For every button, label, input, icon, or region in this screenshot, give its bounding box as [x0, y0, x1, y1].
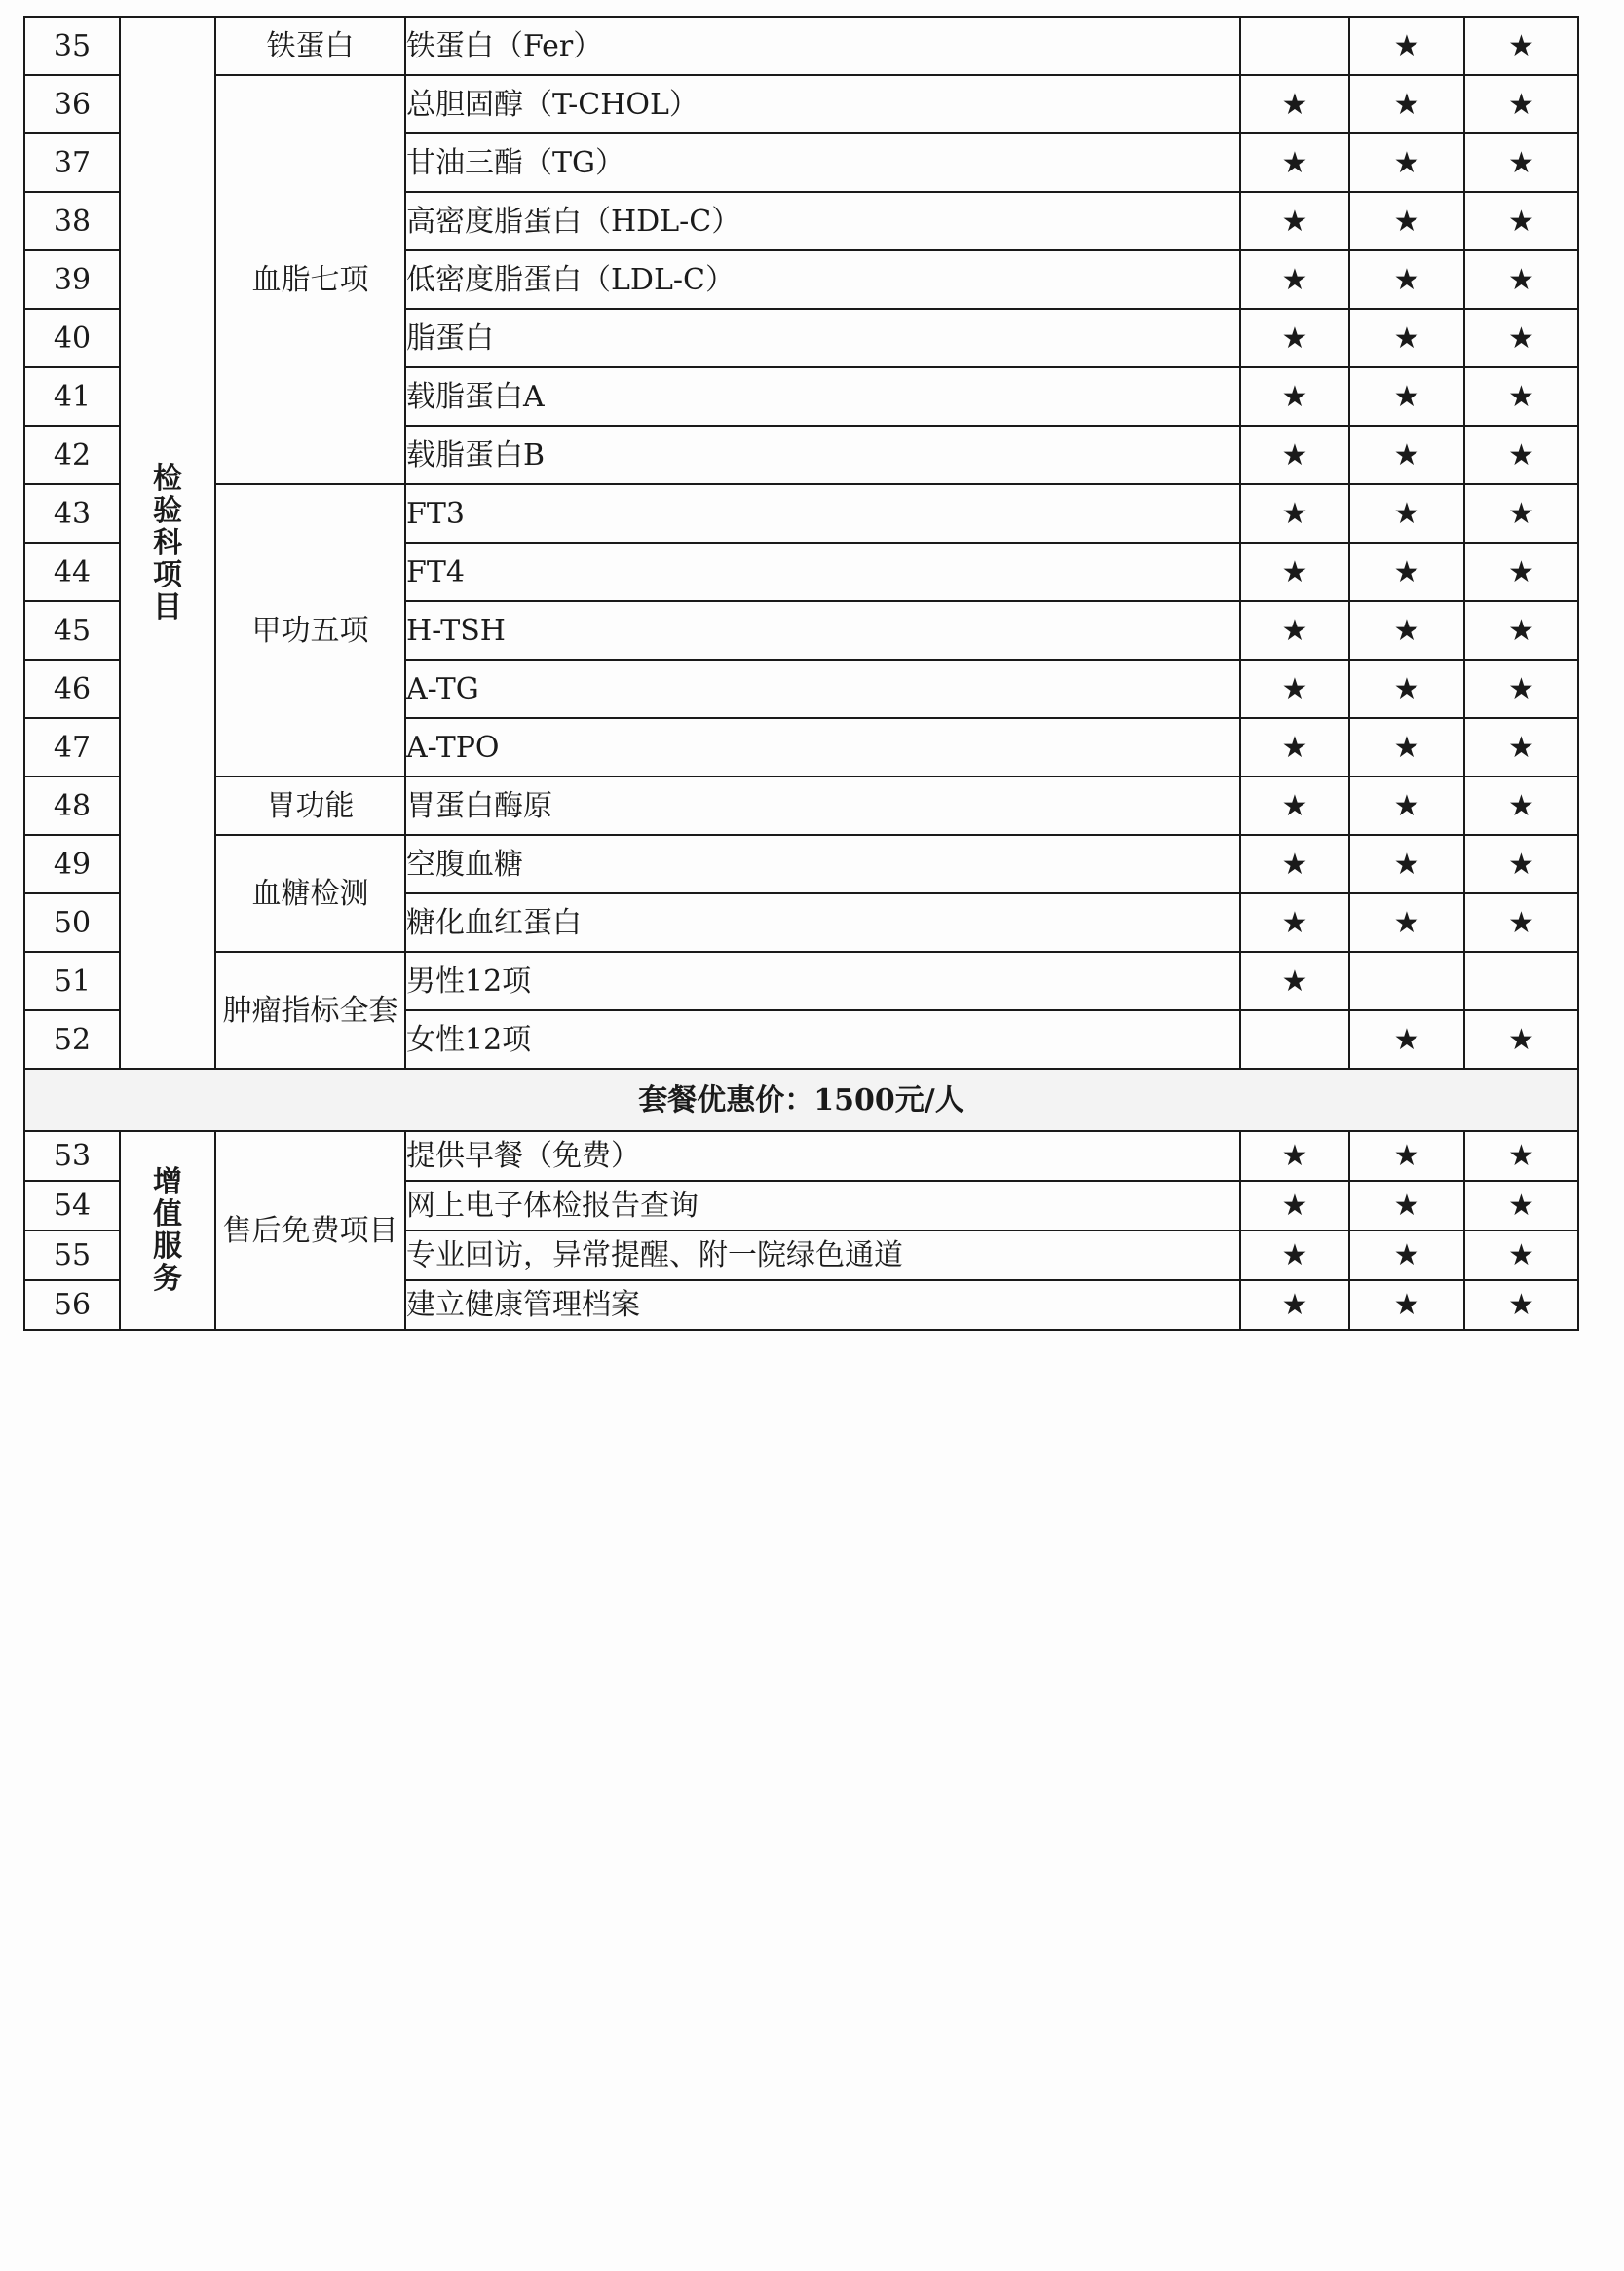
star-icon: ★ — [1240, 835, 1349, 893]
row-number: 43 — [24, 484, 120, 543]
item-name: H-TSH — [405, 601, 1240, 660]
item-name: A-TG — [405, 660, 1240, 718]
item-name: 低密度脂蛋白（LDL-C） — [405, 250, 1240, 309]
star-icon — [1464, 952, 1578, 1010]
star-icon: ★ — [1240, 893, 1349, 952]
star-icon: ★ — [1240, 192, 1349, 250]
item-name: A-TPO — [405, 718, 1240, 776]
star-icon: ★ — [1464, 601, 1578, 660]
group-fer: 铁蛋白 — [215, 17, 405, 75]
star-icon: ★ — [1464, 1230, 1578, 1280]
star-icon: ★ — [1240, 776, 1349, 835]
star-icon: ★ — [1464, 192, 1578, 250]
star-icon: ★ — [1349, 133, 1464, 192]
star-icon: ★ — [1240, 250, 1349, 309]
item-name: 高密度脂蛋白（HDL-C） — [405, 192, 1240, 250]
star-icon: ★ — [1349, 543, 1464, 601]
row-number: 37 — [24, 133, 120, 192]
group-aftersales: 售后免费项目 — [215, 1131, 405, 1330]
star-icon: ★ — [1349, 1230, 1464, 1280]
row-number: 45 — [24, 601, 120, 660]
star-icon: ★ — [1240, 601, 1349, 660]
star-icon: ★ — [1464, 367, 1578, 426]
star-icon: ★ — [1240, 1131, 1349, 1181]
item-name: 载脂蛋白A — [405, 367, 1240, 426]
group-lipid: 血脂七项 — [215, 75, 405, 484]
item-name: FT3 — [405, 484, 1240, 543]
star-icon: ★ — [1349, 718, 1464, 776]
star-icon: ★ — [1349, 601, 1464, 660]
table-row — [24, 484, 1578, 543]
table-row — [24, 75, 1578, 133]
star-icon: ★ — [1464, 1010, 1578, 1069]
table-row — [24, 1131, 1578, 1181]
star-icon: ★ — [1464, 17, 1578, 75]
star-icon: ★ — [1464, 1181, 1578, 1230]
item-name: 女性12项 — [405, 1010, 1240, 1069]
row-number: 54 — [24, 1181, 120, 1230]
star-icon: ★ — [1349, 1010, 1464, 1069]
star-icon: ★ — [1240, 133, 1349, 192]
star-icon: ★ — [1464, 75, 1578, 133]
star-icon: ★ — [1349, 1280, 1464, 1330]
star-icon — [1240, 17, 1349, 75]
star-icon: ★ — [1240, 309, 1349, 367]
star-icon — [1349, 952, 1464, 1010]
star-icon: ★ — [1240, 543, 1349, 601]
item-name: 总胆固醇（T-CHOL） — [405, 75, 1240, 133]
item-name: 网上电子体检报告查询 — [405, 1181, 1240, 1230]
star-icon: ★ — [1349, 367, 1464, 426]
star-icon: ★ — [1349, 192, 1464, 250]
row-number: 47 — [24, 718, 120, 776]
star-icon: ★ — [1464, 660, 1578, 718]
price-banner: 套餐优惠价：1500元/人 — [24, 1069, 1578, 1131]
star-icon: ★ — [1349, 75, 1464, 133]
star-icon: ★ — [1464, 426, 1578, 484]
star-icon: ★ — [1240, 1280, 1349, 1330]
star-icon: ★ — [1464, 309, 1578, 367]
row-number: 38 — [24, 192, 120, 250]
group-thyroid: 甲功五项 — [215, 484, 405, 776]
star-icon: ★ — [1464, 776, 1578, 835]
item-name: 男性12项 — [405, 952, 1240, 1010]
star-icon: ★ — [1349, 893, 1464, 952]
star-icon: ★ — [1464, 133, 1578, 192]
row-number: 56 — [24, 1280, 120, 1330]
star-icon: ★ — [1349, 17, 1464, 75]
group-gastric: 胃功能 — [215, 776, 405, 835]
row-number: 51 — [24, 952, 120, 1010]
star-icon: ★ — [1240, 1181, 1349, 1230]
row-number: 53 — [24, 1131, 120, 1181]
star-icon: ★ — [1349, 309, 1464, 367]
star-icon: ★ — [1240, 718, 1349, 776]
item-name: 胃蛋白酶原 — [405, 776, 1240, 835]
row-number: 42 — [24, 426, 120, 484]
package-table — [23, 16, 1579, 1331]
table-row — [24, 17, 1578, 75]
star-icon: ★ — [1464, 835, 1578, 893]
star-icon: ★ — [1240, 75, 1349, 133]
row-number: 48 — [24, 776, 120, 835]
star-icon: ★ — [1464, 1131, 1578, 1181]
star-icon — [1240, 1010, 1349, 1069]
category-lab: 检验科项目 — [120, 17, 215, 1069]
row-number: 44 — [24, 543, 120, 601]
row-number: 50 — [24, 893, 120, 952]
star-icon: ★ — [1240, 1230, 1349, 1280]
star-icon: ★ — [1464, 250, 1578, 309]
item-name: 脂蛋白 — [405, 309, 1240, 367]
item-name: 糖化血红蛋白 — [405, 893, 1240, 952]
star-icon: ★ — [1349, 484, 1464, 543]
item-name: 载脂蛋白B — [405, 426, 1240, 484]
star-icon: ★ — [1240, 426, 1349, 484]
item-name: FT4 — [405, 543, 1240, 601]
row-number: 46 — [24, 660, 120, 718]
star-icon: ★ — [1240, 660, 1349, 718]
star-icon: ★ — [1464, 1280, 1578, 1330]
row-number: 40 — [24, 309, 120, 367]
table-row — [24, 952, 1578, 1010]
star-icon: ★ — [1240, 952, 1349, 1010]
table-row — [24, 776, 1578, 835]
star-icon: ★ — [1349, 250, 1464, 309]
star-icon: ★ — [1349, 835, 1464, 893]
row-number: 36 — [24, 75, 120, 133]
table-row — [24, 835, 1578, 893]
item-name: 提供早餐（免费） — [405, 1131, 1240, 1181]
row-number: 41 — [24, 367, 120, 426]
item-name: 专业回访，异常提醒、附一院绿色通道 — [405, 1230, 1240, 1280]
star-icon: ★ — [1240, 367, 1349, 426]
star-icon: ★ — [1349, 1181, 1464, 1230]
star-icon: ★ — [1349, 660, 1464, 718]
star-icon: ★ — [1349, 426, 1464, 484]
item-name: 空腹血糖 — [405, 835, 1240, 893]
category-value-added: 增值服务 — [120, 1131, 215, 1330]
star-icon: ★ — [1464, 543, 1578, 601]
star-icon: ★ — [1349, 776, 1464, 835]
row-number: 49 — [24, 835, 120, 893]
star-icon: ★ — [1464, 893, 1578, 952]
item-name: 铁蛋白（Fer） — [405, 17, 1240, 75]
price-row — [24, 1069, 1578, 1131]
star-icon: ★ — [1464, 484, 1578, 543]
row-number: 52 — [24, 1010, 120, 1069]
row-number: 55 — [24, 1230, 120, 1280]
star-icon: ★ — [1240, 484, 1349, 543]
item-name: 甘油三酯（TG） — [405, 133, 1240, 192]
group-tumor: 肿瘤指标全套 — [215, 952, 405, 1069]
star-icon: ★ — [1464, 718, 1578, 776]
row-number: 39 — [24, 250, 120, 309]
star-icon: ★ — [1349, 1131, 1464, 1181]
group-glucose: 血糖检测 — [215, 835, 405, 952]
row-number: 35 — [24, 17, 120, 75]
item-name: 建立健康管理档案 — [405, 1280, 1240, 1330]
